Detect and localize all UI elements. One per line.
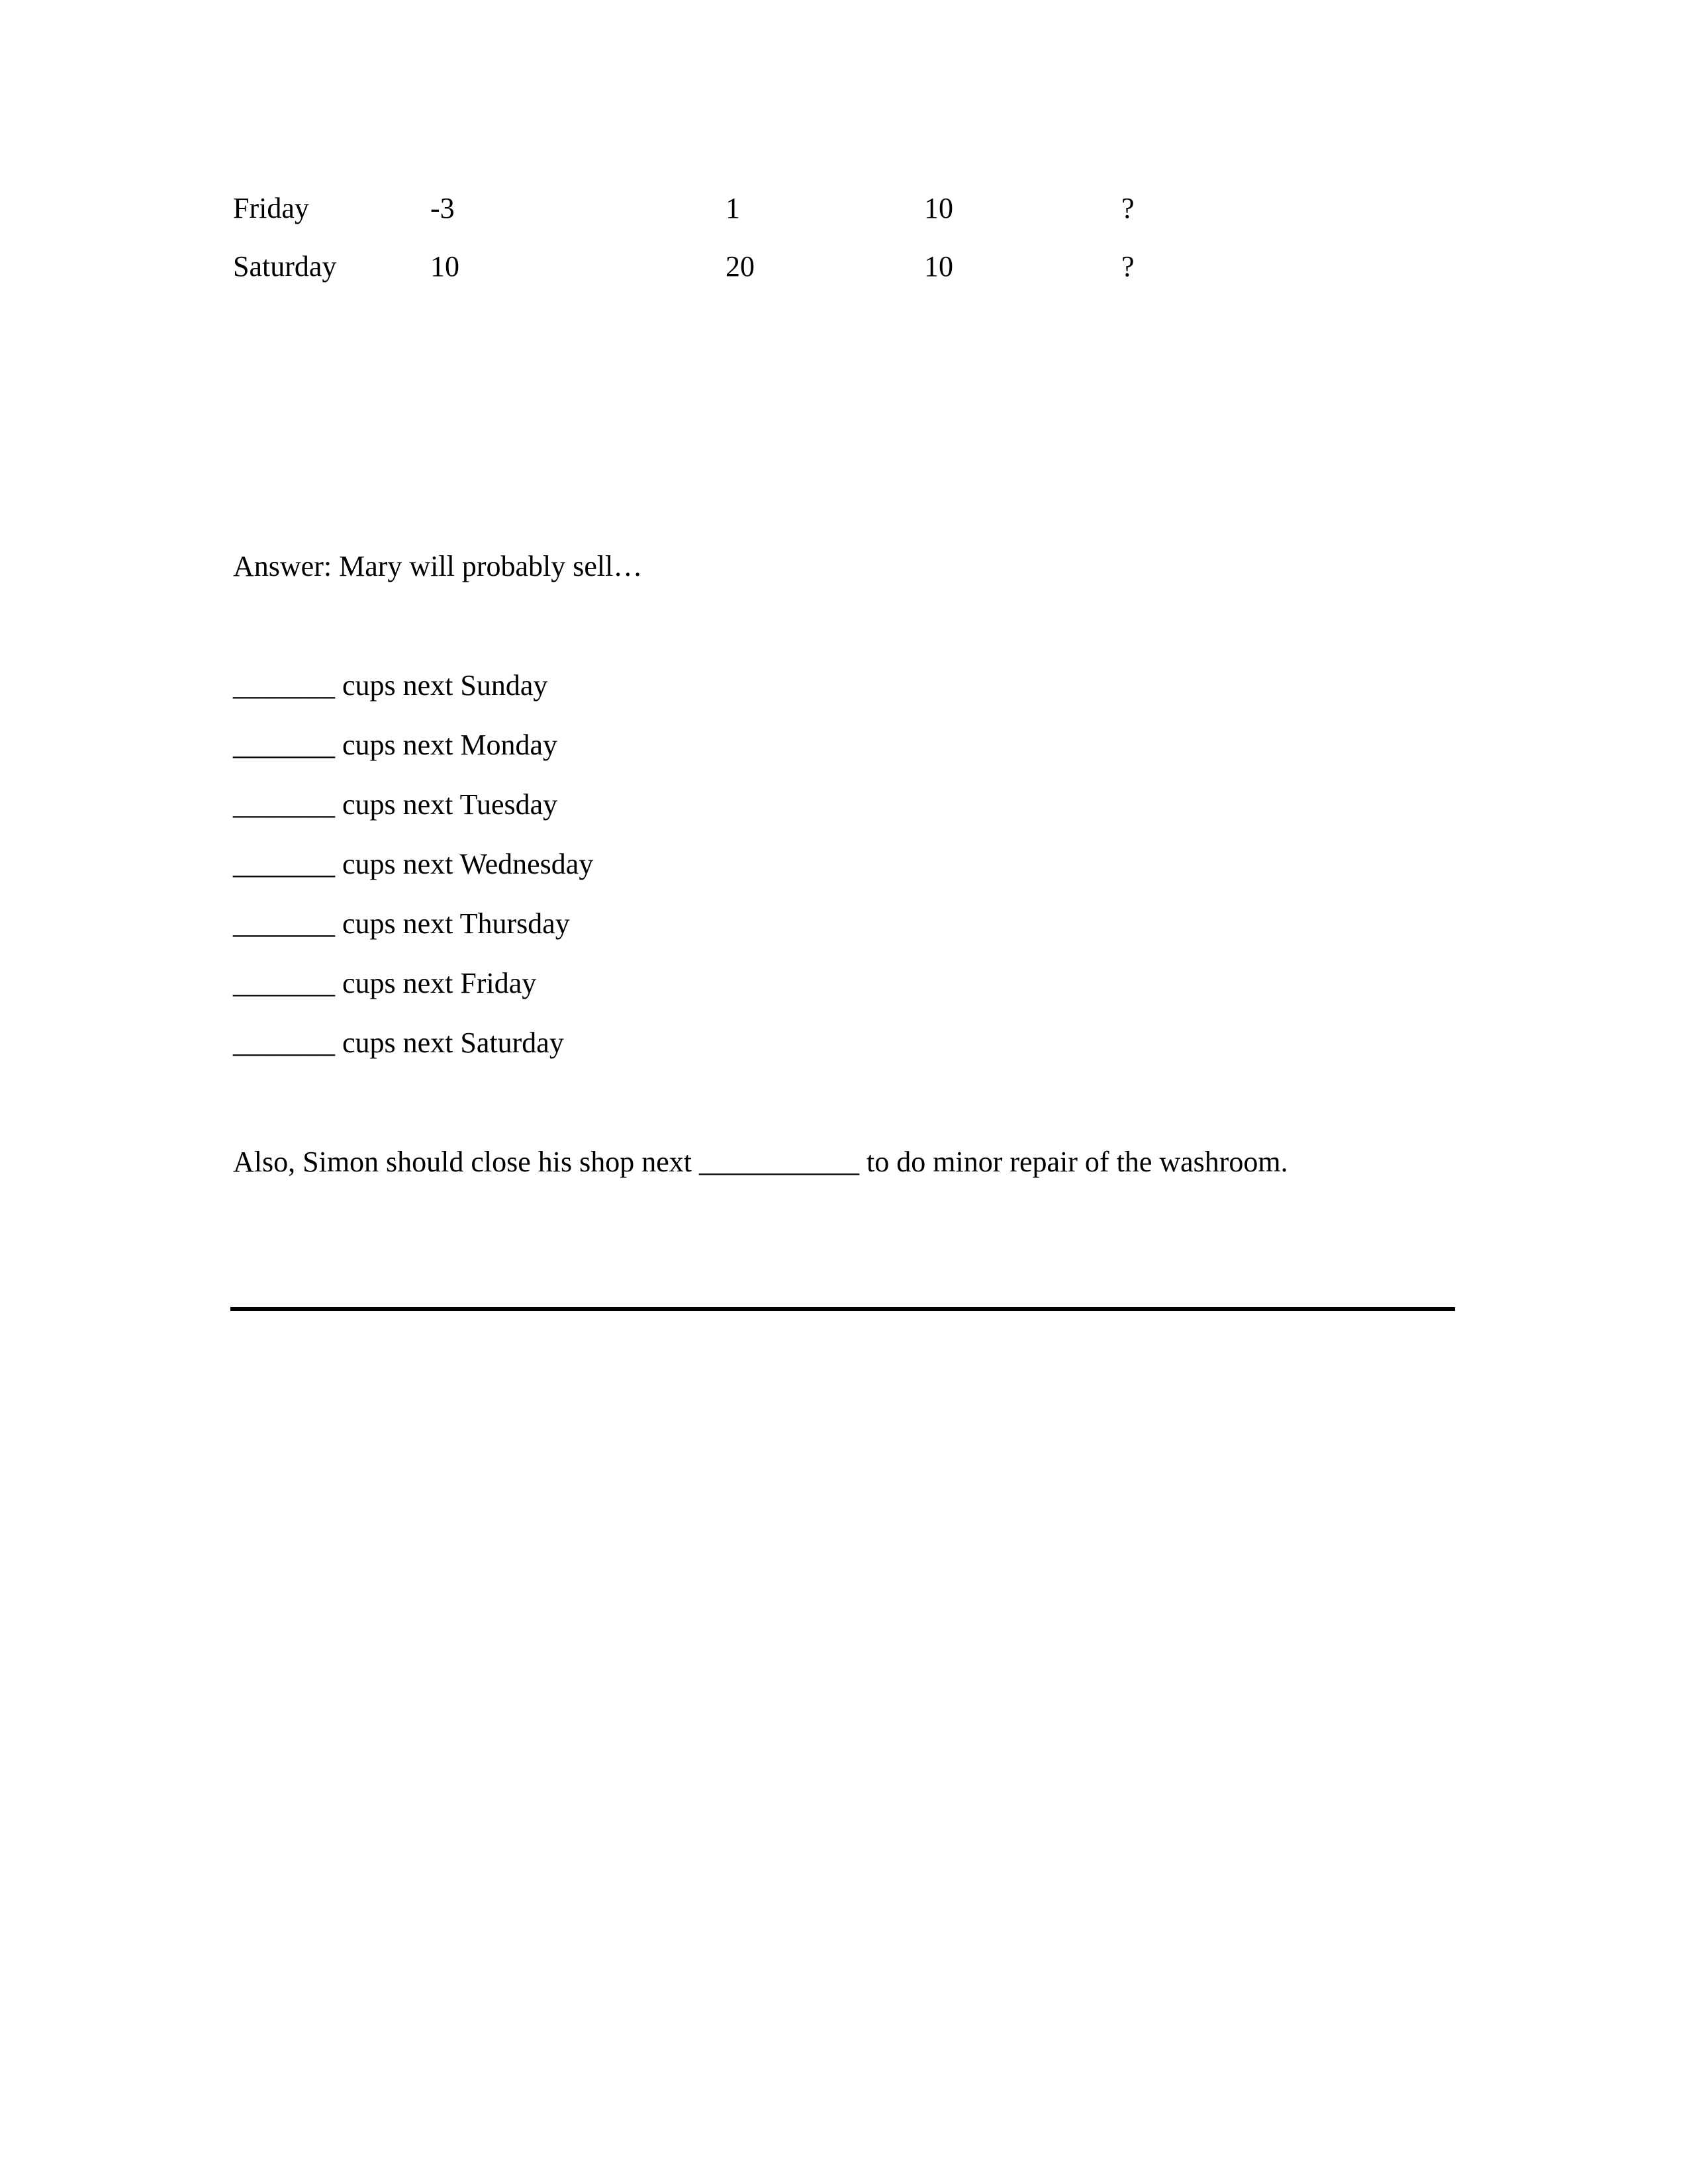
answer-line-monday: _______ cups next Monday bbox=[233, 729, 558, 761]
answer-line-sunday: _______ cups next Sunday bbox=[233, 669, 548, 702]
table-cell: 10 bbox=[430, 250, 459, 283]
table-cell: 1 bbox=[726, 192, 740, 224]
table-cell: -3 bbox=[430, 192, 455, 224]
answer-line-friday: _______ cups next Friday bbox=[233, 967, 537, 999]
table-cell-unknown: ? bbox=[1121, 192, 1135, 224]
table-cell: 10 bbox=[924, 250, 953, 283]
horizontal-divider bbox=[230, 1307, 1455, 1311]
closing-question: Also, Simon should close his shop next ___________ to do minor repair of the washroom. bbox=[233, 1146, 1288, 1178]
answer-line-saturday: _______ cups next Saturday bbox=[233, 1026, 564, 1059]
answer-line-thursday: _______ cups next Thursday bbox=[233, 907, 570, 940]
answer-heading: Answer: Mary will probably sell… bbox=[233, 550, 643, 582]
table-cell: 20 bbox=[726, 250, 755, 283]
answer-list bbox=[233, 666, 593, 1083]
table-cell-unknown: ? bbox=[1121, 250, 1135, 283]
table-cell: 10 bbox=[924, 192, 953, 224]
answer-line-wednesday: _______ cups next Wednesday bbox=[233, 848, 594, 880]
answer-line-tuesday: _______ cups next Tuesday bbox=[233, 788, 558, 821]
table-row bbox=[233, 247, 1292, 305]
table-cell-day: Friday bbox=[233, 192, 309, 224]
table-cell-day: Saturday bbox=[233, 250, 337, 283]
table-row bbox=[233, 189, 1292, 247]
data-table bbox=[233, 189, 1292, 305]
